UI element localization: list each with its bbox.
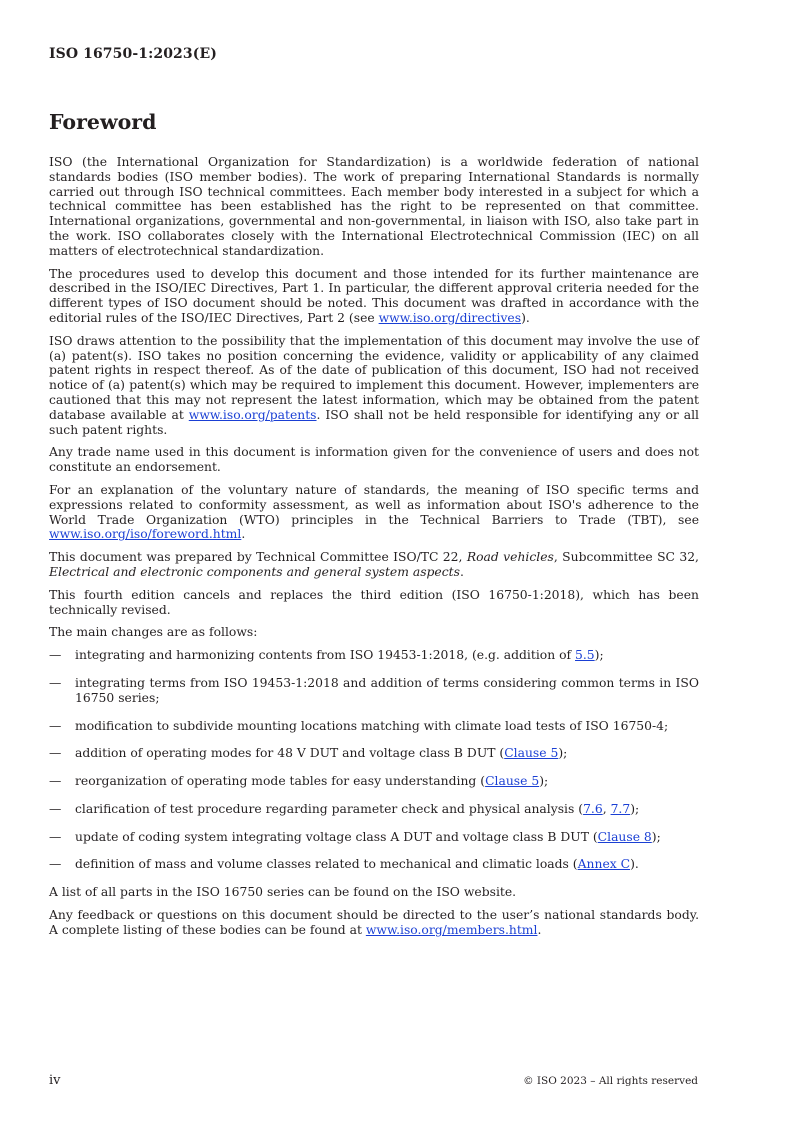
members-link[interactable]: www.iso.org/members.html (365, 922, 538, 937)
changes-list (49, 648, 699, 872)
list-item: — reorganization of operating mode tables for easy understanding (Clause 5); (49, 774, 549, 789)
dash-bullet: — (49, 648, 62, 663)
paragraph-feedback: Any feedback or questions on this document should be directed to the user’s national standards body. A complete listing of these bodies can be found at www.iso.org/members.html. (49, 908, 699, 937)
clause-7-7-link[interactable]: 7.7 (610, 801, 631, 816)
paragraph-committee: This document was prepared by Technical Committee ISO/TC 22, Road vehicles, Subcommittee SC 32, Electrical and electronic components and general system aspects. (49, 550, 699, 579)
clause-5-link[interactable]: Clause 5 (504, 746, 559, 761)
page-title: Foreword (49, 110, 157, 134)
page-number: iv (49, 1073, 61, 1088)
dash-bullet: — (49, 746, 62, 761)
directives-link[interactable]: www.iso.org/directives (378, 310, 522, 325)
list-item: — integrating terms from ISO 19453-1:2018 and addition of terms considering common terms in ISO 16750 series; (49, 675, 699, 705)
clause-5-link[interactable]: Clause 5 (485, 774, 540, 789)
patents-link[interactable]: www.iso.org/patents (188, 407, 317, 422)
list-item: — addition of operating modes for 48 V DUT and voltage class B DUT (Clause 5); (49, 746, 568, 761)
paragraph-voluntary-nature: For an explanation of the voluntary nature of standards, the meaning of ISO specific terms and expressions related to conformity assessment, as well as information about ISO's adherence to the World Trade Organization (WTO) principles in the Technical Barriers to Trade (TBT), see www.iso.org/iso/foreword.html. (49, 482, 699, 542)
paragraph-series-list: A list of all parts in the ISO 16750 series can be found on the ISO website. (49, 885, 517, 900)
annex-c-link[interactable]: Annex C (577, 857, 631, 872)
paragraph-patents: ISO draws attention to the possibility that the implementation of this document may involve the use of (a) patent(s). ISO takes no position concerning the evidence, validity or applicability of any claimed patent rights in respect thereof. As of the date of publication of this document, ISO had not received notice of (a) patent(s) which may be required to implement this document. However, implementers are cautioned that this may not represent the latest information, which may be obtained from the patent database available at www.iso.org/patents. ISO shall not be held responsible for identifying any or all such patent rights. (49, 333, 699, 437)
foreword-body (49, 155, 699, 946)
paragraph-procedures: The procedures used to develop this document and those intended for its further maintenance are described in the ISO/IEC Directives, Part 1. In particular, the different approval criteria needed for the different types of ISO document should be noted. This document was drafted in accordance with the editorial rules of the ISO/IEC Directives, Part 2 (see www.iso.org/directives). (49, 266, 699, 325)
dash-bullet: — (49, 675, 62, 690)
dash-bullet: — (49, 829, 62, 844)
foreword-link[interactable]: www.iso.org/iso/foreword.html (49, 527, 242, 542)
document-id-header: ISO 16750-1:2023(E) (49, 46, 217, 62)
clause-8-link[interactable]: Clause 8 (597, 829, 652, 844)
clause-7-6-link[interactable]: 7.6 (583, 801, 603, 816)
dash-bullet: — (49, 718, 62, 733)
paragraph-iso-intro: ISO (the International Organization for Standardization) is a worldwide federation of national standards bodies (ISO member bodies). The work of preparing International Standards is normally carried out through ISO technical committees. Each member body interested in a subject for which a technical committee has been established has the right to be represented on that committee. International organizations, governmental and non-governmental, in liaison with ISO, also take part in the work. ISO collaborates closely with the International Electrotechnical Commission (IEC) on all matters of electrotechnical standardization. (49, 155, 699, 258)
paragraph-edition: This fourth edition cancels and replaces the third edition (ISO 16750-1:2018), which has been technically revised. (49, 587, 699, 617)
list-item: — definition of mass and volume classes related to mechanical and climatic loads (Annex C). (49, 857, 639, 872)
list-item: — modification to subdivide mounting locations matching with climate load tests of ISO 16750-4; (49, 718, 669, 733)
paragraph-main-changes-intro: The main changes are as follows: (49, 625, 258, 640)
list-item: — integrating and harmonizing contents from ISO 19453-1:2018, (e.g. addition of 5.5); (49, 648, 604, 663)
list-item: — update of coding system integrating voltage class A DUT and voltage class B DUT (Clause 8); (49, 829, 661, 844)
dash-bullet: — (49, 774, 62, 789)
copyright-notice: © ISO 2023 – All rights reserved (523, 1075, 698, 1087)
dash-bullet: — (49, 857, 62, 872)
paragraph-trade-name: Any trade name used in this document is information given for the convenience of users and does not constitute an endorsement. (49, 445, 699, 475)
dash-bullet: — (49, 801, 62, 816)
list-item: — clarification of test procedure regarding parameter check and physical analysis (7.6, 7.7); (49, 801, 640, 816)
clause-5-5-link[interactable]: 5.5 (575, 648, 595, 663)
